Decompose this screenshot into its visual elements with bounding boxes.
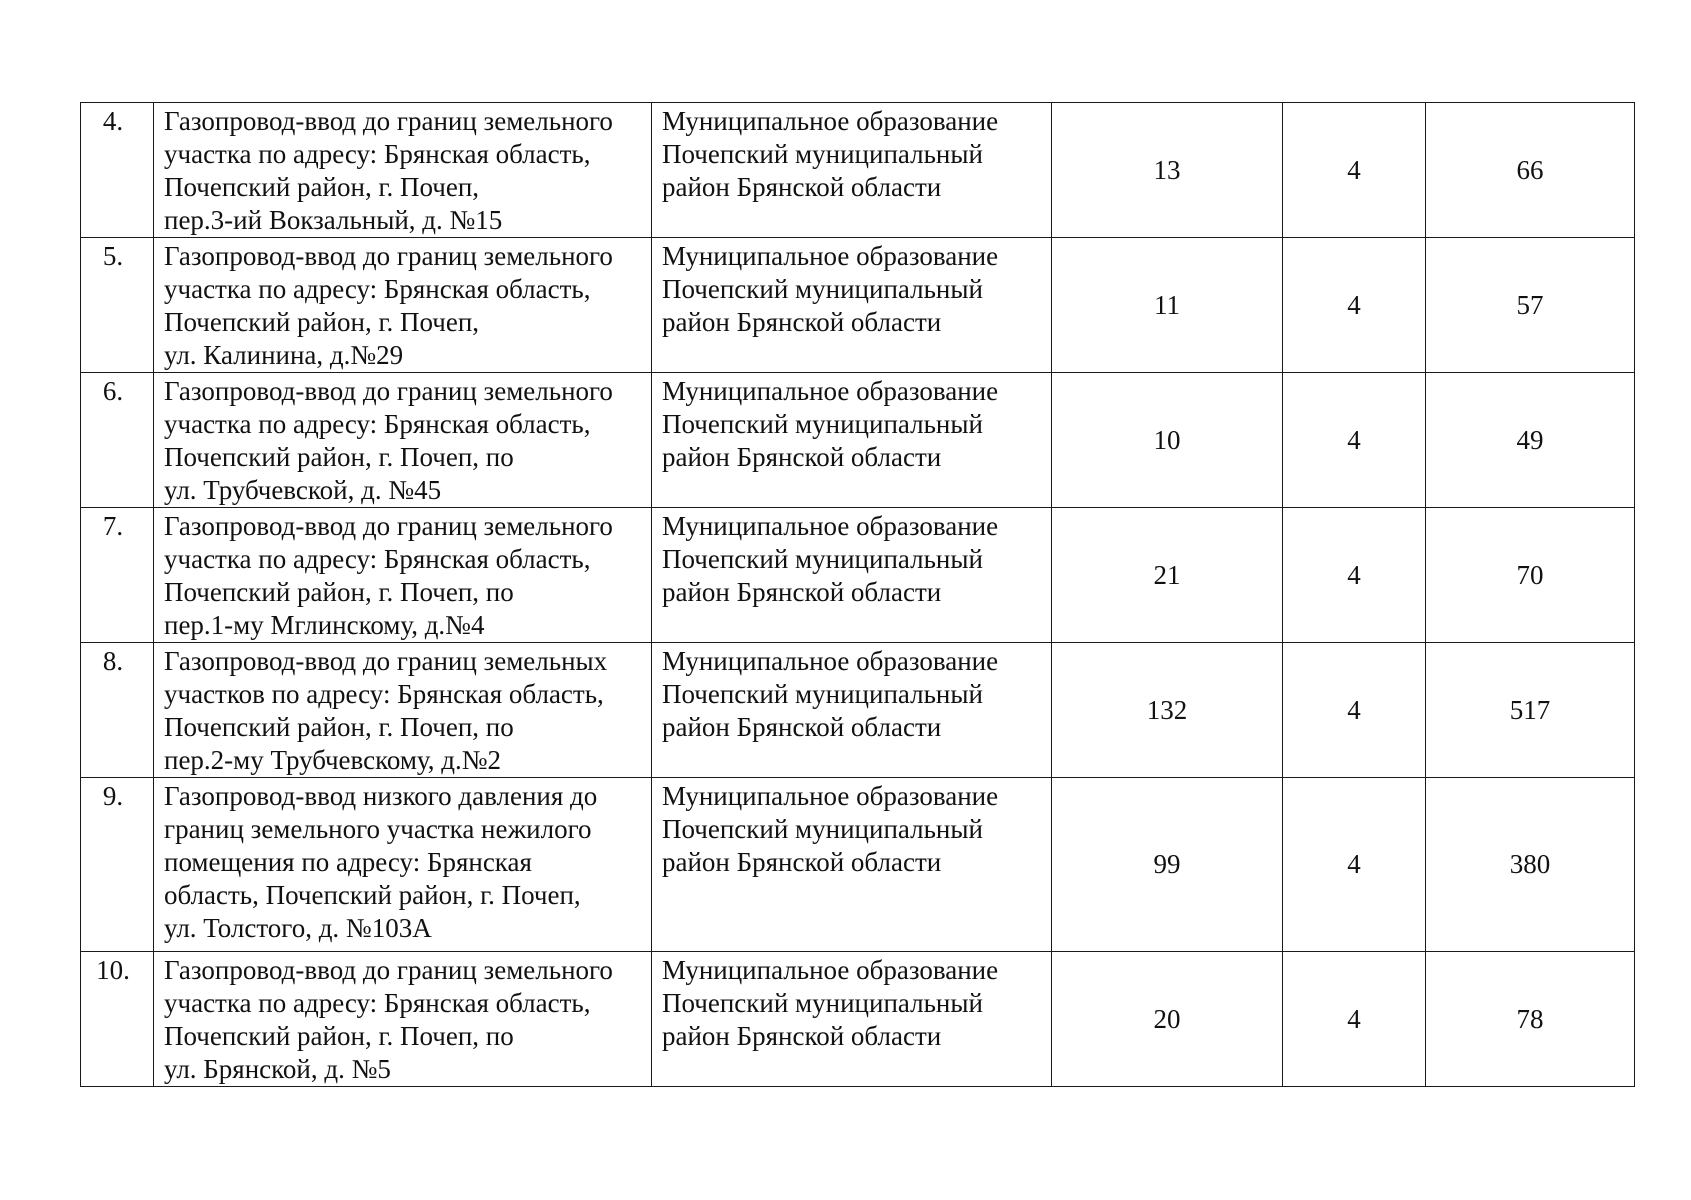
object-name-line: Газопровод-ввод до границ земельного [164, 106, 613, 136]
owner-line: Почепский муниципальный [662, 139, 983, 169]
value-col-3: 78 [1426, 952, 1635, 1087]
owner-cell [652, 103, 1052, 238]
row-number: 4. [81, 103, 154, 238]
table-row [81, 508, 1635, 643]
object-name-cell [154, 952, 652, 1087]
owner-line: Почепский муниципальный [662, 409, 983, 439]
value-col-3: 57 [1426, 238, 1635, 373]
value-col-1: 13 [1052, 103, 1283, 238]
owner-line: район Брянской области [662, 712, 942, 742]
object-name-line: участка по адресу: Брянская область, [164, 409, 591, 439]
row-number: 10. [81, 952, 154, 1087]
owner-cell [652, 952, 1052, 1087]
object-name-line: участка по адресу: Брянская область, [164, 139, 591, 169]
owner-line: Муниципальное образование [662, 646, 999, 676]
table-row [81, 952, 1635, 1087]
object-name-line: пер.3-ий Вокзальный, д. №15 [164, 205, 503, 235]
object-name-line: Почепский район, г. Почеп, по [164, 577, 514, 607]
value-col-1: 99 [1052, 778, 1283, 952]
owner-line: район Брянской области [662, 1021, 942, 1051]
owner-line: Почепский муниципальный [662, 814, 983, 844]
value-col-2: 4 [1283, 373, 1426, 508]
value-col-1: 21 [1052, 508, 1283, 643]
object-name-line: участков по адресу: Брянская область, [164, 679, 604, 709]
gas-pipeline-table [80, 102, 1635, 1087]
object-name-line: Газопровод-ввод до границ земельного [164, 376, 613, 406]
object-name-line: ул. Толстого, д. №103А [164, 913, 432, 943]
owner-cell [652, 373, 1052, 508]
row-number: 7. [81, 508, 154, 643]
object-name-line: пер.2-му Трубчевскому, д.№2 [164, 745, 501, 775]
owner-line: Муниципальное образование [662, 106, 999, 136]
value-col-2: 4 [1283, 952, 1426, 1087]
table-row [81, 778, 1635, 952]
owner-line: Почепский муниципальный [662, 988, 983, 1018]
owner-line: Муниципальное образование [662, 781, 999, 811]
table-row [81, 103, 1635, 238]
object-name-cell [154, 238, 652, 373]
object-name-line: Газопровод-ввод до границ земельного [164, 511, 613, 541]
value-col-2: 4 [1283, 508, 1426, 643]
value-col-2: 4 [1283, 103, 1426, 238]
object-name-line: Газопровод-ввод до границ земельного [164, 955, 613, 985]
object-name-cell [154, 778, 652, 952]
object-name-line: Почепский район, г. Почеп, по [164, 712, 514, 742]
row-number: 9. [81, 778, 154, 952]
value-col-2: 4 [1283, 778, 1426, 952]
owner-cell [652, 238, 1052, 373]
table-row [81, 238, 1635, 373]
row-number: 8. [81, 643, 154, 778]
object-name-line: ул. Калинина, д.№29 [164, 340, 404, 370]
value-col-1: 132 [1052, 643, 1283, 778]
value-col-3: 517 [1426, 643, 1635, 778]
object-name-cell [154, 103, 652, 238]
table-row [81, 643, 1635, 778]
row-number: 6. [81, 373, 154, 508]
object-name-line: область, Почепский район, г. Почеп, [164, 880, 581, 910]
value-col-1: 10 [1052, 373, 1283, 508]
owner-line: Муниципальное образование [662, 955, 999, 985]
object-name-line: Газопровод-ввод низкого давления до [164, 781, 598, 811]
value-col-3: 380 [1426, 778, 1635, 952]
owner-line: Почепский муниципальный [662, 679, 983, 709]
object-name-cell [154, 643, 652, 778]
object-name-line: участка по адресу: Брянская область, [164, 544, 591, 574]
value-col-3: 49 [1426, 373, 1635, 508]
owner-line: район Брянской области [662, 847, 942, 877]
table-row [81, 373, 1635, 508]
owner-line: Почепский муниципальный [662, 544, 983, 574]
object-name-line: Газопровод-ввод до границ земельного [164, 241, 613, 271]
object-name-line: помещения по адресу: Брянская [164, 847, 532, 877]
value-col-3: 70 [1426, 508, 1635, 643]
owner-line: район Брянской области [662, 442, 942, 472]
owner-line: Муниципальное образование [662, 511, 999, 541]
owner-line: Муниципальное образование [662, 376, 999, 406]
object-name-line: ул. Трубчевской, д. №45 [164, 475, 442, 505]
owner-line: район Брянской области [662, 172, 942, 202]
owner-cell [652, 643, 1052, 778]
value-col-3: 66 [1426, 103, 1635, 238]
object-name-cell [154, 508, 652, 643]
object-name-line: ул. Брянской, д. №5 [164, 1054, 391, 1084]
object-name-line: пер.1-му Мглинскому, д.№4 [164, 610, 485, 640]
object-name-line: Почепский район, г. Почеп, по [164, 1021, 514, 1051]
row-number: 5. [81, 238, 154, 373]
object-name-line: границ земельного участка нежилого [164, 814, 592, 844]
object-name-line: Почепский район, г. Почеп, [164, 307, 480, 337]
object-name-line: Газопровод-ввод до границ земельных [164, 646, 608, 676]
object-name-line: участка по адресу: Брянская область, [164, 274, 591, 304]
object-name-line: Почепский район, г. Почеп, [164, 172, 480, 202]
value-col-1: 20 [1052, 952, 1283, 1087]
value-col-2: 4 [1283, 643, 1426, 778]
value-col-1: 11 [1052, 238, 1283, 373]
object-name-line: участка по адресу: Брянская область, [164, 988, 591, 1018]
owner-cell [652, 778, 1052, 952]
owner-line: Почепский муниципальный [662, 274, 983, 304]
owner-line: Муниципальное образование [662, 241, 999, 271]
owner-line: район Брянской области [662, 577, 942, 607]
object-name-cell [154, 373, 652, 508]
value-col-2: 4 [1283, 238, 1426, 373]
owner-line: район Брянской области [662, 307, 942, 337]
object-name-line: Почепский район, г. Почеп, по [164, 442, 514, 472]
owner-cell [652, 508, 1052, 643]
